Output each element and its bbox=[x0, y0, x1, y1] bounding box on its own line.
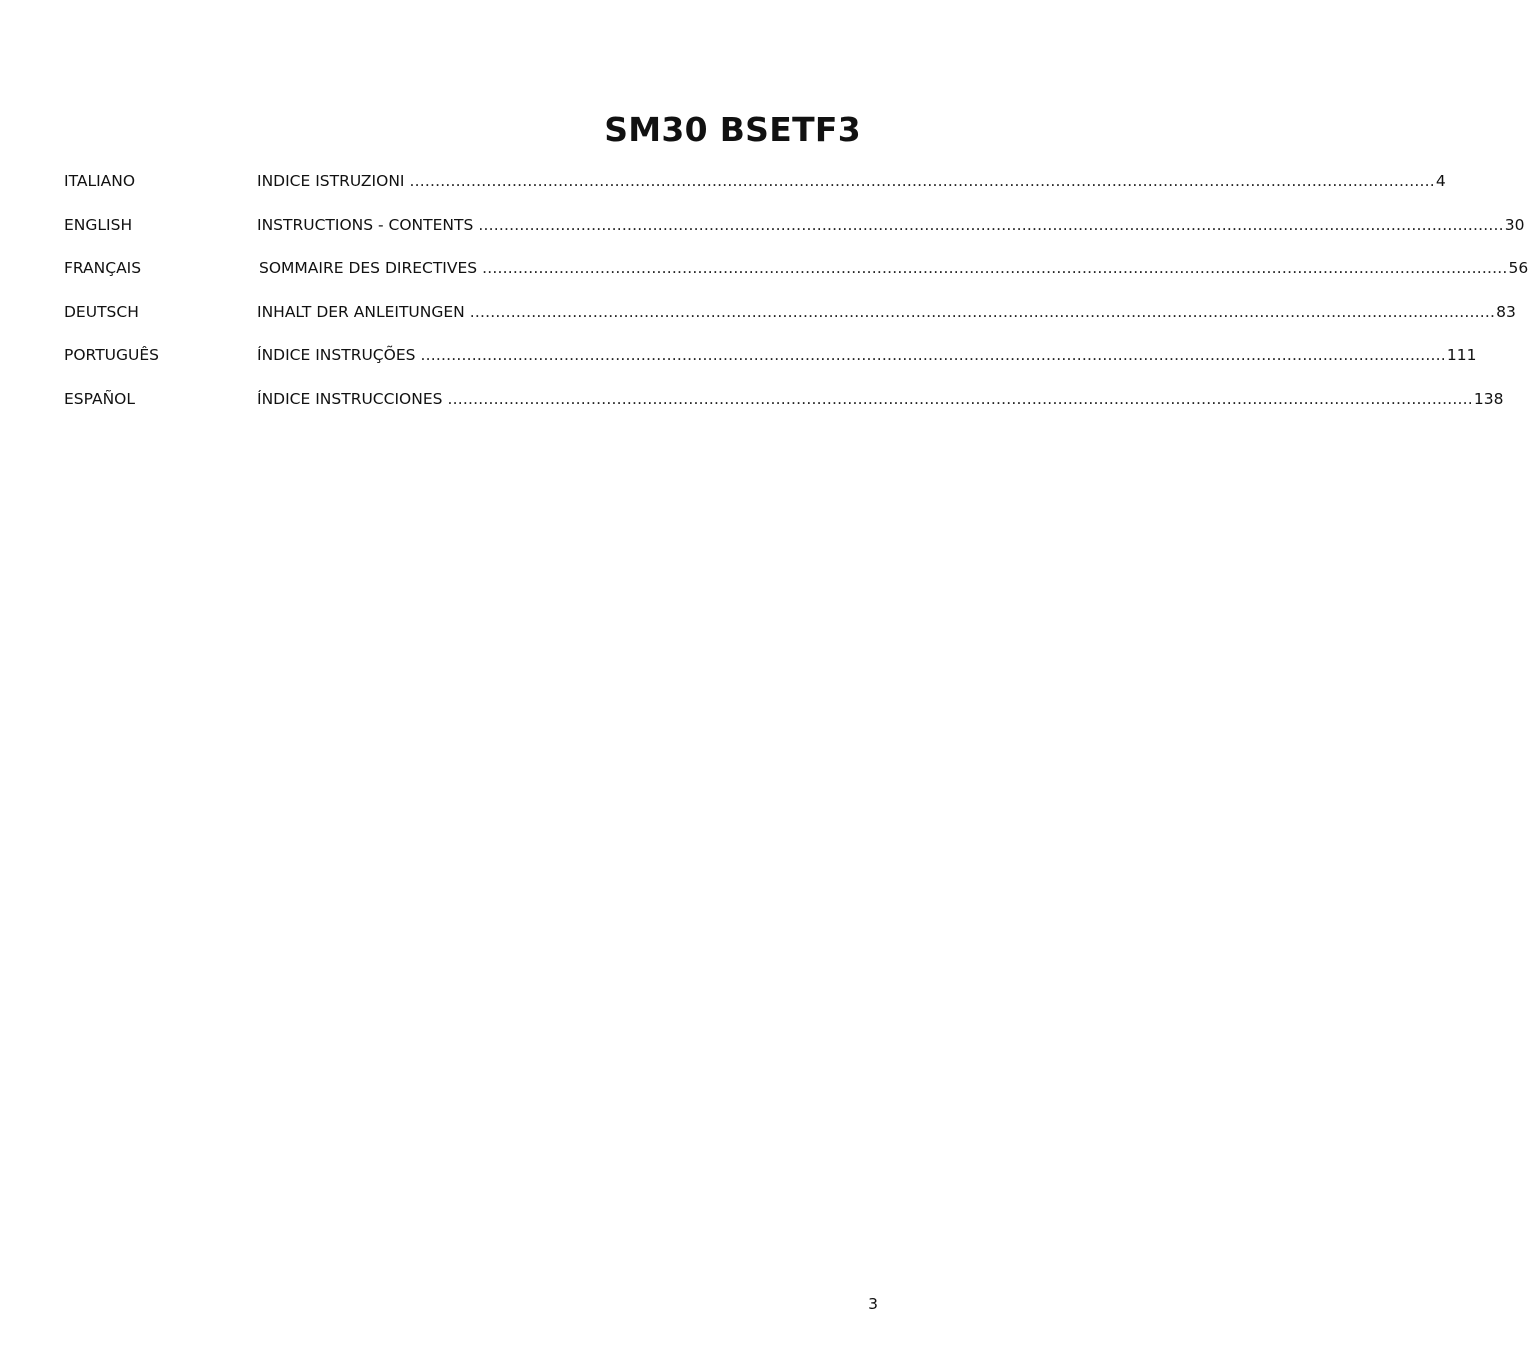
toc-row-francais bbox=[64, 257, 1528, 301]
toc-language: ESPAÑOL bbox=[64, 389, 136, 408]
toc-entry[interactable] bbox=[257, 344, 1477, 366]
toc-entry[interactable] bbox=[257, 388, 1504, 410]
toc-label: ÍNDICE INSTRUCCIONES bbox=[257, 389, 443, 408]
toc-dot-leader: ........................................................................................................................................................................................................ bbox=[469, 302, 1496, 321]
toc-dot-leader: ........................................................................................................................................................................................................ bbox=[482, 259, 1508, 277]
toc-row-english bbox=[64, 214, 1525, 258]
toc-entry[interactable] bbox=[257, 170, 1446, 192]
toc-language: PORTUGUÊS bbox=[64, 346, 159, 364]
toc-page-number: 83 bbox=[1496, 302, 1516, 321]
table-of-contents bbox=[64, 170, 1528, 431]
toc-language: DEUTSCH bbox=[64, 302, 139, 321]
toc-label: INSTRUCTIONS - CONTENTS bbox=[257, 215, 474, 234]
toc-page-number: 30 bbox=[1504, 215, 1525, 234]
toc-page-number: 4 bbox=[1435, 172, 1446, 190]
toc-dot-leader: ........................................................................................................................................................................................................ bbox=[420, 346, 1446, 364]
toc-row-italiano bbox=[64, 170, 1446, 214]
toc-entry[interactable] bbox=[257, 214, 1525, 236]
toc-row-espanol bbox=[64, 388, 1504, 432]
toc-language: ITALIANO bbox=[64, 172, 136, 190]
toc-entry[interactable] bbox=[259, 257, 1528, 279]
toc-language: FRANÇAIS bbox=[64, 259, 142, 277]
toc-entry[interactable] bbox=[257, 301, 1516, 323]
toc-page-number: 56 bbox=[1508, 259, 1528, 277]
toc-page-number: 111 bbox=[1446, 346, 1477, 364]
toc-language: ENGLISH bbox=[64, 215, 133, 234]
toc-dot-leader: ........................................................................................................................................................................................................ bbox=[478, 215, 1504, 234]
toc-label: INDICE ISTRUZIONI bbox=[257, 172, 405, 190]
page-number: 3 bbox=[868, 1295, 878, 1313]
document-title: SM30 BSETF3 bbox=[604, 110, 861, 149]
toc-label: ÍNDICE INSTRUÇÕES bbox=[257, 346, 416, 364]
toc-page-number: 138 bbox=[1473, 389, 1504, 408]
toc-label: SOMMAIRE DES DIRECTIVES bbox=[259, 259, 478, 277]
toc-label: INHALT DER ANLEITUNGEN bbox=[257, 302, 465, 321]
toc-row-deutsch bbox=[64, 301, 1516, 345]
toc-dot-leader: ........................................................................................................................................................................................................ bbox=[447, 389, 1473, 408]
toc-row-portugues bbox=[64, 344, 1477, 388]
toc-dot-leader: ........................................................................................................................................................................................................ bbox=[409, 172, 1435, 190]
